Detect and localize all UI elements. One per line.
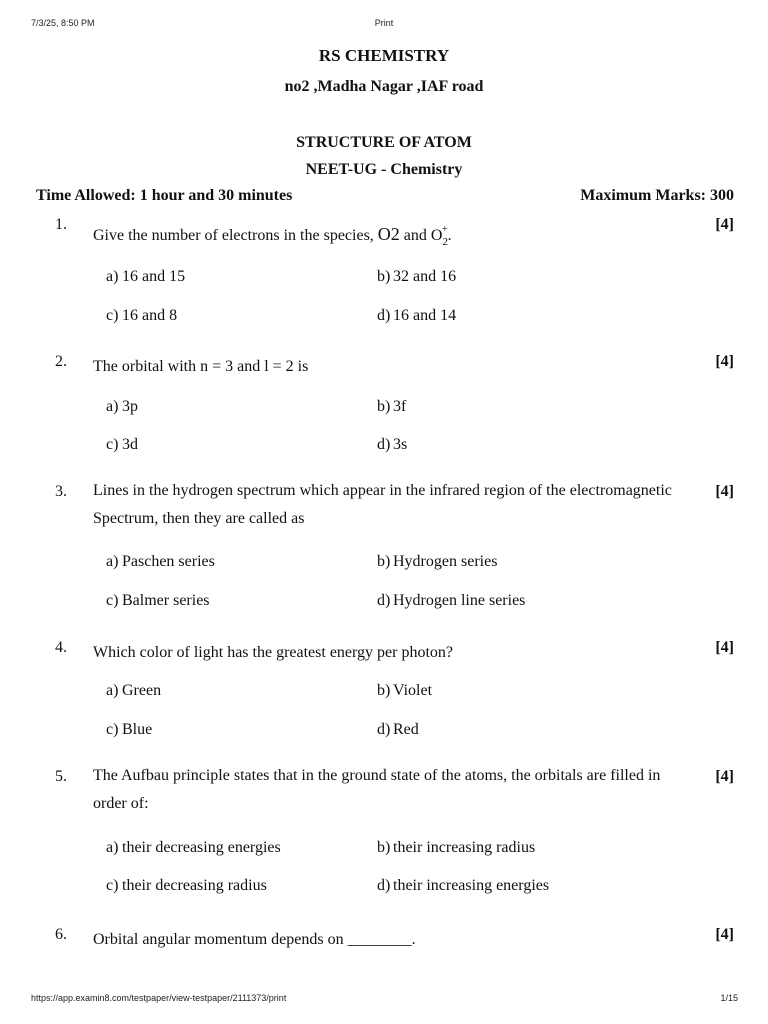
species-o2-plus: $O_2^+$ <box>430 224 448 248</box>
question-number: 3. <box>55 483 67 500</box>
option-a: a) Paschen series <box>106 553 215 570</box>
option-c: c) their decreasing radius <box>106 877 267 894</box>
option-d: d) Red <box>377 721 419 738</box>
exam-name: NEET-UG - Chemistry <box>305 161 463 178</box>
question-number: 5. <box>55 768 67 785</box>
option-d: d) 3s <box>377 436 408 453</box>
question-text: Lines in the hydrogen spectrum which appear in the infrared region of the electromagnetic Spectrum, then they are called as <box>93 482 672 527</box>
question-number: 6. <box>55 926 67 943</box>
option-a: a) 16 and 15 <box>106 268 186 285</box>
question-text: The orbital with n = 3 and l = 2 is <box>93 358 309 375</box>
question-text: Which color of light has the greatest energy per photon? <box>93 644 454 661</box>
question-text: Orbital angular momentum depends on ________. <box>93 931 416 948</box>
exam-meta-row <box>36 187 734 205</box>
option-d: d) Hydrogen line series <box>377 592 526 609</box>
option-a: a) their decreasing energies <box>106 839 281 856</box>
option-a: a) 3p <box>106 398 138 415</box>
question-text: The Aufbau principle states that in the ground state of the atoms, the orbitals are filled in order of: <box>93 767 661 812</box>
option-b: b) Hydrogen series <box>377 553 498 570</box>
option-b: b) their increasing radius <box>377 839 536 856</box>
option-b: b) 3f <box>377 398 407 415</box>
institute-address: no2 ,Madha Nagar ,IAF road <box>284 78 484 95</box>
question-text: Give the number of electrons in the species, O2 and $O_2^+$. <box>93 224 452 248</box>
browser-print-footer <box>0 993 768 1007</box>
option-d: d) 16 and 14 <box>377 307 457 324</box>
question-marks: [4] <box>715 768 734 785</box>
question-marks: [4] <box>715 483 734 500</box>
page-indicator: 1/15 <box>720 993 738 1003</box>
option-b: b) 32 and 16 <box>377 268 457 285</box>
question-number: 1. <box>55 216 67 233</box>
print-timestamp: 7/3/25, 8:50 PM <box>31 18 95 28</box>
print-url: https://app.examin8.com/testpaper/view-testpaper/2111373/print <box>31 993 287 1003</box>
question-marks: [4] <box>715 926 734 943</box>
option-c: c) Blue <box>106 721 153 738</box>
question-marks: [4] <box>715 216 734 233</box>
species-o2: O2 <box>377 224 400 244</box>
question-number: 2. <box>55 353 67 370</box>
question-marks: [4] <box>715 639 734 656</box>
institute-name: RS CHEMISTRY <box>318 46 450 65</box>
option-c: c) Balmer series <box>106 592 210 609</box>
option-c: c) 3d <box>106 436 138 453</box>
question-number: 4. <box>55 639 67 656</box>
option-d: d) their increasing energies <box>377 877 550 894</box>
print-title: Print <box>374 18 394 28</box>
time-allowed: Time Allowed: 1 hour and 30 minutes <box>36 187 293 204</box>
maximum-marks: Maximum Marks: 300 <box>580 187 734 204</box>
option-b: b) Violet <box>377 682 433 699</box>
paper-topic: STRUCTURE OF ATOM <box>296 134 472 151</box>
question-marks: [4] <box>715 353 734 370</box>
option-c: c) 16 and 8 <box>106 307 178 324</box>
option-a: a) Green <box>106 682 162 699</box>
browser-print-header <box>0 18 768 32</box>
